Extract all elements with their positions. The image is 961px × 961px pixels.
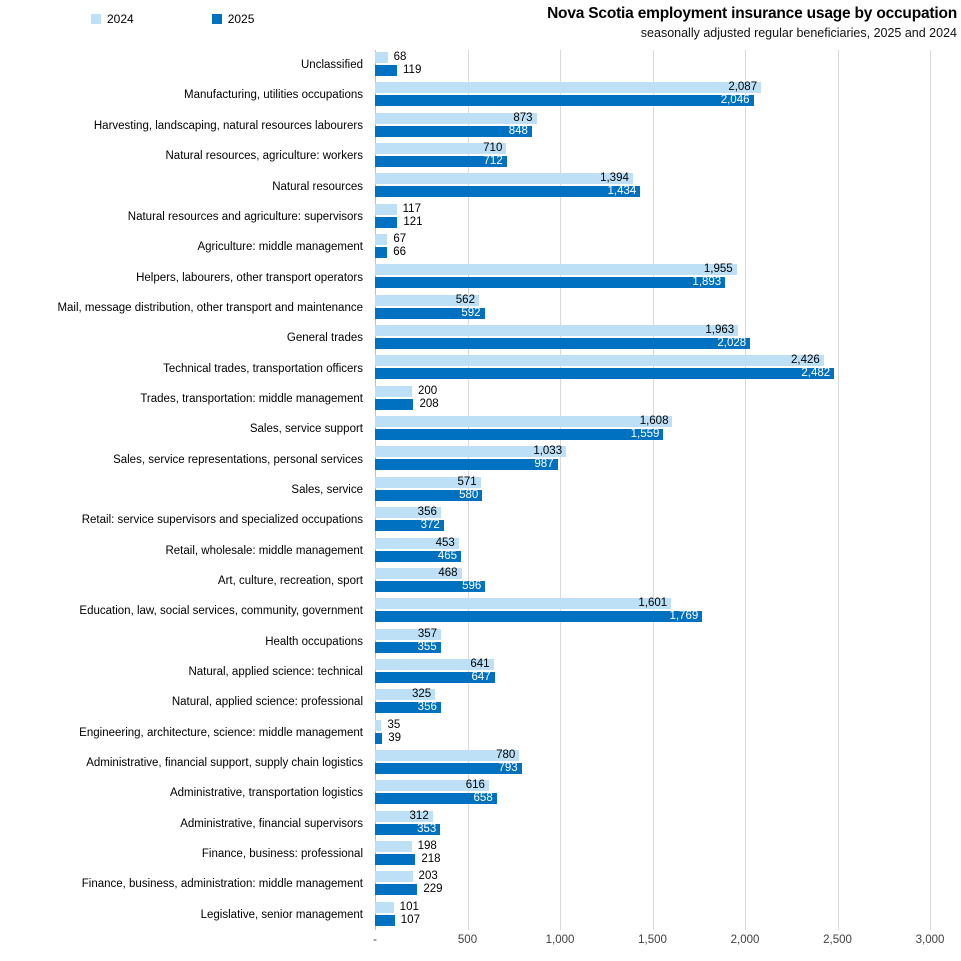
bar-value-label: 198 — [417, 839, 437, 852]
category-label: Administrative, financial support, supply chain logistics — [86, 757, 363, 770]
bar-value-label: 1,394 — [600, 172, 629, 185]
category-label: Engineering, architecture, science: middle management — [79, 726, 363, 739]
bar-2025 — [375, 733, 382, 744]
bar-value-label: 710 — [483, 142, 503, 155]
bar-value-label: 107 — [400, 913, 420, 926]
category-label: Retail: service supervisors and specialized occupations — [81, 514, 363, 527]
bar-value-label: 793 — [498, 761, 518, 774]
bar-value-label: 1,601 — [638, 597, 668, 610]
bar-cell — [375, 202, 961, 232]
bar-2025 — [375, 915, 395, 926]
bar-value-label: 356 — [417, 506, 437, 519]
bar-value-label: 66 — [393, 246, 406, 259]
bar-value-label: 357 — [417, 627, 438, 640]
bar-cell — [375, 869, 961, 899]
category-row — [0, 171, 961, 201]
legend-swatch-2025-icon — [212, 14, 222, 24]
bar-2025 — [375, 429, 663, 440]
bar-value-label: 39 — [388, 731, 401, 744]
category-label: Helpers, labourers, other transport operators — [136, 271, 363, 284]
bar-value-label: 355 — [417, 640, 437, 653]
bar-value-label: 647 — [471, 670, 491, 683]
bar-2024 — [375, 902, 394, 913]
category-label: Sales, service — [291, 483, 363, 496]
category-label: Unclassified — [301, 59, 363, 72]
x-tick-label: 500 — [457, 934, 478, 946]
category-row — [0, 384, 961, 414]
bar-value-label: 848 — [508, 124, 528, 137]
bar-cell — [375, 384, 961, 414]
title-block — [547, 5, 957, 40]
bar-2024 — [375, 234, 387, 245]
legend — [91, 12, 254, 26]
bar-value-label: 35 — [387, 718, 401, 731]
bar-cell — [375, 323, 961, 353]
bar-2025 — [375, 247, 387, 258]
category-row — [0, 869, 961, 899]
bar-2024 — [375, 82, 761, 93]
category-row — [0, 839, 961, 869]
category-label: Natural resources, agriculture: workers — [165, 150, 363, 163]
category-label: Finance, business, administration: middle management — [81, 878, 363, 891]
bar-value-label: 1,608 — [639, 415, 669, 428]
bar-value-label: 2,426 — [791, 354, 820, 367]
bar-2025 — [375, 95, 754, 106]
bar-value-label: 312 — [409, 809, 429, 822]
bar-value-label: 119 — [403, 64, 422, 76]
category-label: Technical trades, transportation officers — [163, 362, 363, 375]
bar-value-label: 580 — [459, 488, 479, 501]
bar-value-label: 2,028 — [717, 337, 747, 350]
bar-cell — [375, 657, 961, 687]
bar-cell — [375, 232, 961, 262]
bar-value-label: 117 — [402, 202, 421, 215]
bar-cell — [375, 748, 961, 778]
chart-rows — [0, 50, 961, 930]
bar-value-label: 616 — [465, 779, 485, 792]
bar-value-label: 372 — [420, 519, 440, 532]
category-label: Harvesting, landscaping, natural resources labourers — [93, 119, 363, 132]
category-label: General trades — [286, 332, 363, 345]
bar-cell — [375, 778, 961, 808]
category-label: Natural, applied science: professional — [171, 696, 363, 709]
category-label: Retail, wholesale: middle management — [165, 544, 363, 557]
category-label: Legislative, senior management — [200, 908, 363, 921]
category-row — [0, 687, 961, 717]
bar-2024 — [375, 173, 633, 184]
bar-cell — [375, 596, 961, 626]
category-label: Mail, message distribution, other transport and maintenance — [57, 301, 363, 314]
bar-2025 — [375, 65, 397, 76]
x-tick-label: 3,000 — [915, 934, 945, 946]
bar-cell — [375, 566, 961, 596]
bar-2024 — [375, 871, 413, 882]
category-row — [0, 657, 961, 687]
bar-cell — [375, 414, 961, 444]
chart-subtitle: seasonally adjusted regular beneficiaries, 2025 and 2024 — [640, 26, 957, 40]
bar-2025 — [375, 277, 725, 288]
bar-value-label: 987 — [534, 458, 554, 471]
chart-title: Nova Scotia employment insurance usage by occupation — [547, 5, 957, 22]
category-label: Art, culture, recreation, sport — [217, 574, 363, 587]
bar-2024 — [375, 355, 824, 366]
bar-value-label: 1,893 — [692, 276, 722, 289]
bar-chart — [0, 50, 961, 955]
bar-value-label: 453 — [435, 536, 455, 549]
category-row — [0, 414, 961, 444]
bar-value-label: 353 — [417, 822, 437, 835]
bar-cell — [375, 839, 961, 869]
category-row — [0, 323, 961, 353]
bar-2024 — [375, 386, 412, 397]
bar-value-label: 465 — [437, 549, 458, 562]
category-label: Education, law, social services, community, government — [79, 605, 363, 618]
bar-2024 — [375, 841, 412, 852]
bar-cell — [375, 50, 961, 80]
category-row — [0, 262, 961, 292]
x-tick-label: 1,500 — [638, 934, 667, 946]
legend-swatch-2024-icon — [91, 14, 101, 24]
bar-value-label: 2,087 — [728, 81, 758, 94]
bar-2025 — [375, 338, 750, 349]
bar-value-label: 218 — [421, 852, 441, 865]
category-label: Trades, transportation: middle management — [140, 392, 363, 405]
bar-value-label: 121 — [403, 215, 423, 228]
bar-2025 — [375, 884, 417, 895]
category-row — [0, 748, 961, 778]
bar-value-label: 2,482 — [801, 367, 831, 380]
category-label: Sales, service support — [249, 423, 363, 436]
category-row — [0, 536, 961, 566]
bar-2024 — [375, 598, 671, 609]
bar-cell — [375, 111, 961, 141]
bar-value-label: 1,033 — [533, 445, 563, 458]
bar-2024 — [375, 52, 388, 63]
bar-cell — [375, 444, 961, 474]
category-row — [0, 505, 961, 535]
bar-value-label: 1,955 — [703, 263, 733, 276]
bar-cell — [375, 171, 961, 201]
bar-2024 — [375, 416, 672, 427]
bar-value-label: 1,559 — [630, 428, 660, 441]
bar-value-label: 712 — [483, 155, 503, 168]
category-label: Natural, applied science: technical — [188, 666, 363, 679]
category-row — [0, 627, 961, 657]
bar-2024 — [375, 264, 737, 275]
bar-cell — [375, 141, 961, 171]
bar-value-label: 325 — [411, 688, 432, 701]
category-row — [0, 444, 961, 474]
bar-2024 — [375, 720, 381, 731]
bar-2025 — [375, 368, 834, 379]
bar-value-label: 658 — [473, 792, 493, 805]
bar-value-label: 1,963 — [705, 324, 735, 337]
bar-value-label: 68 — [393, 51, 407, 63]
x-tick-label: 2,500 — [823, 934, 852, 946]
legend-label-2024: 2024 — [107, 12, 134, 26]
bar-cell — [375, 475, 961, 505]
x-axis-tick-labels — [0, 934, 961, 952]
category-row — [0, 718, 961, 748]
category-row — [0, 596, 961, 626]
bar-value-label: 873 — [513, 111, 533, 124]
bar-2025 — [375, 459, 558, 470]
legend-item-2025 — [212, 12, 255, 26]
category-label: Finance, business: professional — [201, 848, 363, 861]
bar-value-label: 592 — [461, 306, 481, 319]
bar-value-label: 562 — [455, 293, 475, 306]
bar-value-label: 101 — [399, 900, 419, 913]
category-label: Natural resources — [272, 180, 363, 193]
bar-2025 — [375, 611, 702, 622]
bar-2025 — [375, 854, 415, 865]
bar-cell — [375, 80, 961, 110]
bar-2025 — [375, 399, 413, 410]
category-label: Agriculture: middle management — [197, 241, 363, 254]
bar-value-label: 67 — [393, 233, 407, 246]
category-row — [0, 475, 961, 505]
legend-label-2025: 2025 — [227, 12, 255, 26]
bar-cell — [375, 687, 961, 717]
bar-value-label: 356 — [417, 701, 437, 714]
bar-value-label: 200 — [418, 384, 438, 397]
bar-value-label: 208 — [419, 397, 439, 410]
bar-value-label: 641 — [470, 657, 490, 670]
bar-cell — [375, 718, 961, 748]
legend-item-2024 — [91, 12, 134, 26]
category-row — [0, 778, 961, 808]
bar-value-label: 596 — [462, 579, 482, 592]
bar-cell — [375, 627, 961, 657]
bar-value-label: 1,434 — [607, 185, 637, 198]
x-tick-label: 1,000 — [545, 934, 575, 946]
bar-value-label: 229 — [423, 883, 443, 896]
bar-value-label: 2,046 — [720, 94, 750, 107]
bar-cell — [375, 536, 961, 566]
bar-value-label: 1,769 — [669, 610, 699, 623]
category-row — [0, 50, 961, 80]
category-row — [0, 232, 961, 262]
chart-header — [0, 0, 961, 50]
category-row — [0, 111, 961, 141]
category-row — [0, 202, 961, 232]
category-row — [0, 809, 961, 839]
bar-value-label: 468 — [438, 566, 458, 579]
category-label: Manufacturing, utilities occupations — [184, 89, 363, 102]
category-row — [0, 900, 961, 930]
category-label: Sales, service representations, personal services — [113, 453, 363, 466]
bar-2024 — [375, 113, 537, 124]
bar-cell — [375, 900, 961, 930]
bar-cell — [375, 505, 961, 535]
bar-cell — [375, 262, 961, 292]
category-label: Health occupations — [265, 635, 363, 648]
bar-2025 — [375, 186, 640, 197]
bar-2024 — [375, 204, 397, 215]
bar-cell — [375, 293, 961, 323]
bar-value-label: 571 — [457, 475, 477, 488]
bar-cell — [375, 353, 961, 383]
category-row — [0, 80, 961, 110]
category-label: Administrative, financial supervisors — [180, 817, 363, 830]
category-row — [0, 141, 961, 171]
x-tick-label: 2,000 — [730, 934, 760, 946]
bar-cell — [375, 809, 961, 839]
bar-2024 — [375, 325, 738, 336]
x-tick-label: - — [373, 934, 377, 946]
bar-2025 — [375, 217, 397, 228]
category-row — [0, 353, 961, 383]
bar-value-label: 203 — [418, 870, 438, 883]
category-label: Natural resources and agriculture: supervisors — [127, 210, 363, 223]
bar-value-label: 780 — [496, 748, 516, 761]
category-label: Administrative, transportation logistics — [169, 787, 363, 800]
category-row — [0, 293, 961, 323]
category-row — [0, 566, 961, 596]
